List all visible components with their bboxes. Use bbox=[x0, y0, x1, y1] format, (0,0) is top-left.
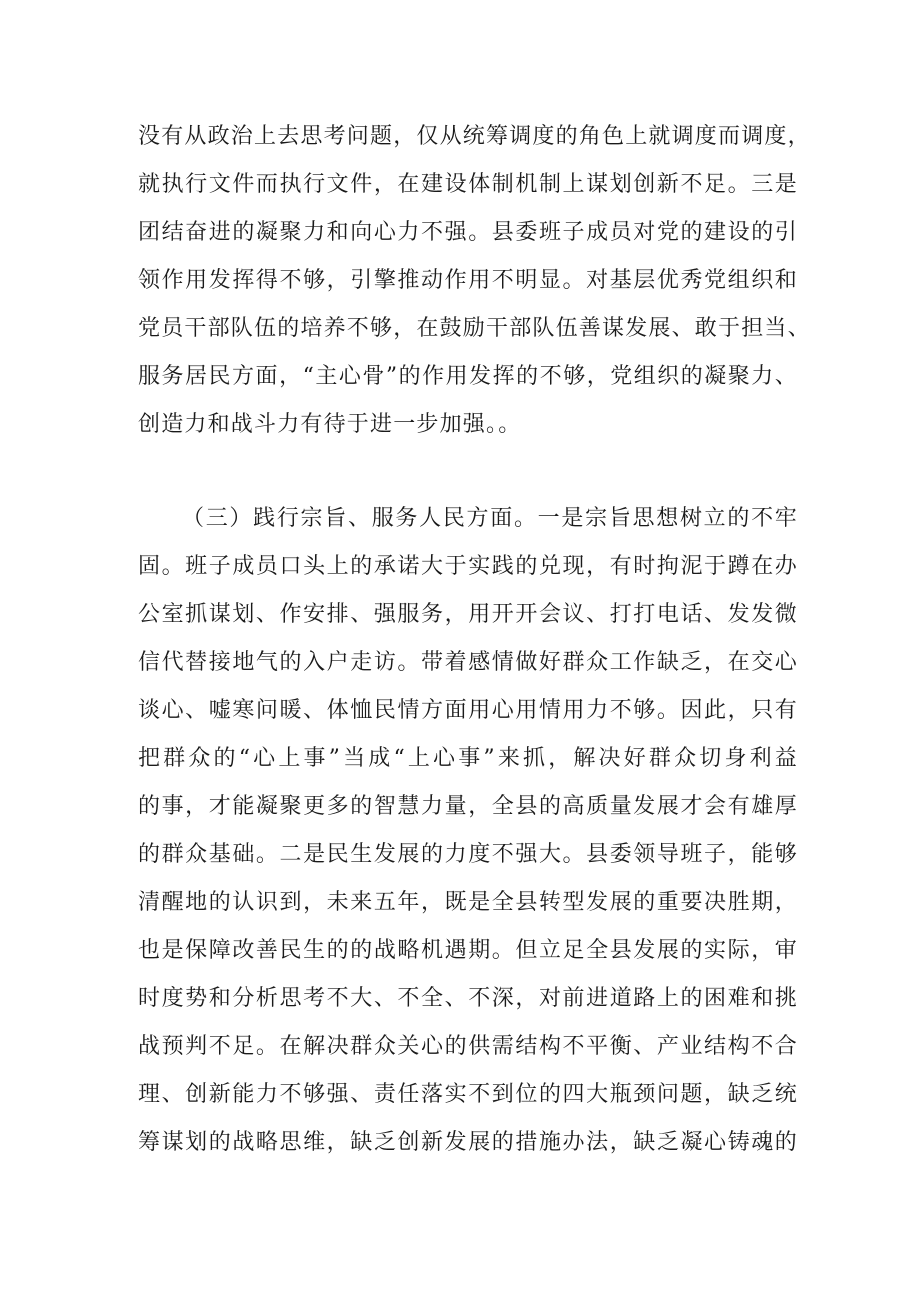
text-line: 没有从政治上去思考问题，仅从统筹调度的角色上就调度而调度， bbox=[138, 124, 811, 149]
text-line: 清醒地的认识到，未来五年，既是全县转型发展的重要决胜期， bbox=[138, 890, 798, 915]
text-line: 理、创新能力不够强、责任落实不到位的四大瓶颈问题，缺乏统 bbox=[138, 1082, 798, 1107]
section-heading-line: （三）践行宗旨、服务人民方面。一是宗旨思想树立的不牢 bbox=[182, 506, 798, 531]
text-line: 的群众基础。二是民生发展的力度不强大。县委领导班子，能够 bbox=[138, 842, 798, 867]
text-line: 固。班子成员口头上的承诺大于实践的兑现，有时拘泥于蹲在办 bbox=[138, 554, 798, 579]
text-line: 信代替接地气的入户走访。带着感情做好群众工作缺乏，在交心 bbox=[138, 650, 798, 675]
text-line: 党员干部队伍的培养不够，在鼓励干部队伍善谋发展、敢于担当、 bbox=[138, 316, 811, 341]
text-line: 把群众的“心上事”当成“上心事”来抓，解决好群众切身利益 bbox=[138, 746, 798, 771]
text-line: 谈心、嘘寒问暖、体恤民情方面用心用情用力不够。因此，只有 bbox=[138, 698, 798, 723]
paragraph-2 bbox=[138, 495, 798, 1167]
text-line: 筹谋划的战略思维，缺乏创新发展的措施办法，缺乏凝心铸魂的 bbox=[138, 1130, 798, 1155]
text-line: 领作用发挥得不够，引擎推动作用不明显。对基层优秀党组织和 bbox=[138, 268, 798, 293]
text-line: 战预判不足。在解决群众关心的供需结构不平衡、产业结构不合 bbox=[138, 1034, 798, 1059]
text-line: 时度势和分析思考不大、不全、不深，对前进道路上的困难和挑 bbox=[138, 986, 798, 1011]
paragraph-1 bbox=[138, 113, 811, 449]
text-line: 创造力和战斗力有待于进一步加强。。 bbox=[138, 412, 522, 437]
text-line: 就执行文件而执行文件，在建设体制机制上谋划创新不足。三是 bbox=[138, 172, 798, 197]
text-line: 的事，才能凝聚更多的智慧力量，全县的高质量发展才会有雄厚 bbox=[138, 794, 798, 819]
text-line: 服务居民方面，“主心骨”的作用发挥的不够，党组织的凝聚力、 bbox=[138, 364, 798, 389]
text-line: 团结奋进的凝聚力和向心力不强。县委班子成员对党的建设的引 bbox=[138, 220, 798, 245]
text-line: 公室抓谋划、作安排、强服务，用开开会议、打打电话、发发微 bbox=[138, 602, 798, 627]
text-line: 也是保障改善民生的的战略机遇期。但立足全县发展的实际，审 bbox=[138, 938, 798, 963]
